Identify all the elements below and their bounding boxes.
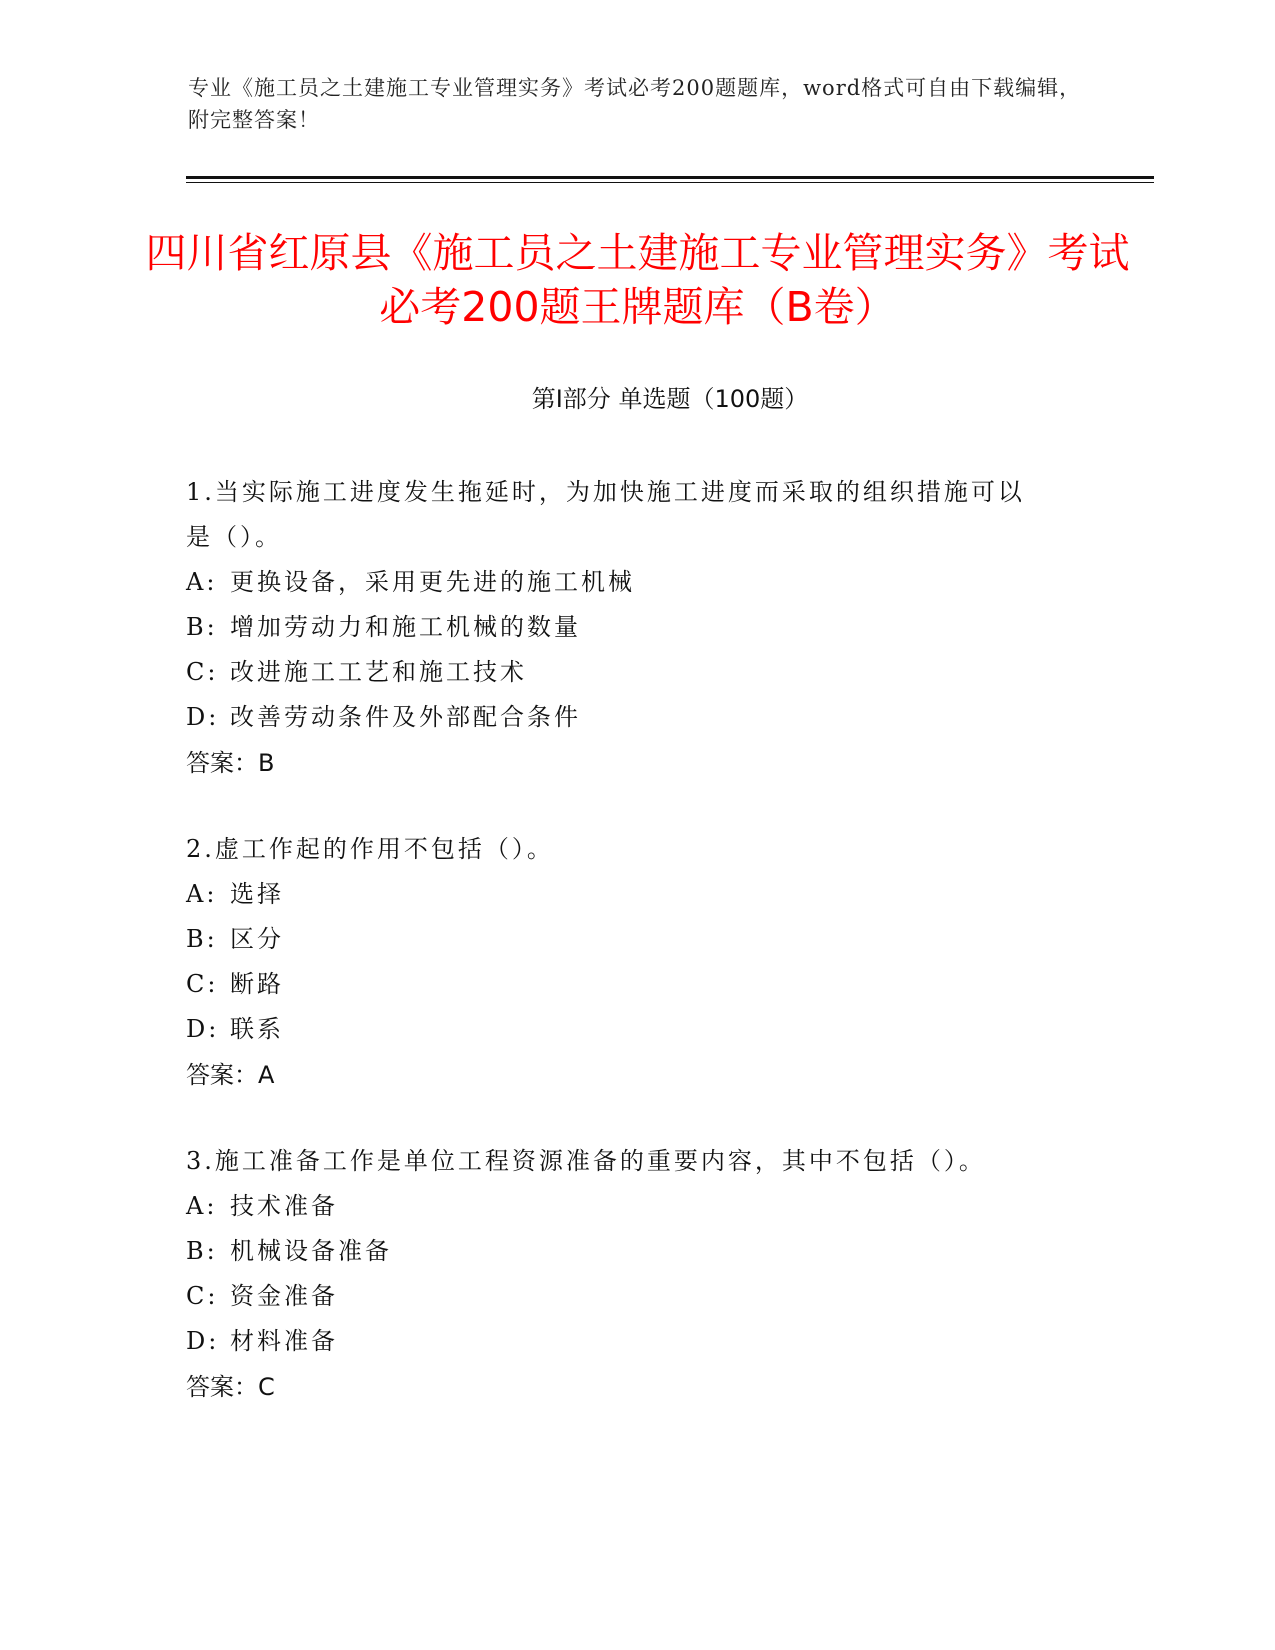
option-text: 材料准备 xyxy=(230,1327,338,1355)
option-text: 机械设备准备 xyxy=(230,1237,392,1265)
section-title: 第I部分 单选题（100题） xyxy=(531,385,809,413)
option-c xyxy=(186,650,1086,695)
option-b xyxy=(186,605,1086,650)
option-text: 改进施工工艺和施工技术 xyxy=(230,658,527,686)
option-c xyxy=(186,962,1086,1007)
option-text: 选择 xyxy=(230,880,284,908)
option-a xyxy=(186,872,1086,917)
option-key: B: xyxy=(186,925,218,953)
option-key: C: xyxy=(186,1282,219,1310)
option-a xyxy=(186,560,1086,605)
question-stem: 2.虚工作起的作用不包括（）。 xyxy=(186,835,554,863)
option-key: A: xyxy=(186,1192,218,1220)
header-rule-thin xyxy=(186,182,1154,183)
option-key: B: xyxy=(186,1237,218,1265)
option-key: C: xyxy=(186,658,219,686)
option-text: 技术准备 xyxy=(230,1192,338,1220)
answer: 答案：A xyxy=(186,1061,275,1089)
option-d xyxy=(186,1319,1086,1364)
question-list xyxy=(186,470,1086,1451)
option-text: 增加劳动力和施工机械的数量 xyxy=(230,613,581,641)
option-text: 资金准备 xyxy=(230,1282,338,1310)
option-key: B: xyxy=(186,613,218,641)
option-d xyxy=(186,695,1086,740)
answer: 答案：B xyxy=(186,749,275,777)
answer: 答案：C xyxy=(186,1373,275,1401)
option-text: 断路 xyxy=(230,970,284,998)
page-header: 专业《施工员之土建施工专业管理实务》考试必考200题题库，word格式可自由下载编辑，附完整答案！ xyxy=(188,76,1082,132)
option-b xyxy=(186,917,1086,962)
option-key: C: xyxy=(186,970,219,998)
question-1 xyxy=(186,470,1086,786)
question-stem: 3.施工准备工作是单位工程资源准备的重要内容，其中不包括（）。 xyxy=(186,1147,986,1175)
option-text: 区分 xyxy=(230,925,284,953)
option-d xyxy=(186,1007,1086,1052)
question-stem: 1.当实际施工进度发生拖延时，为加快施工进度而采取的组织措施可以是（）。 xyxy=(186,478,1025,551)
option-b xyxy=(186,1229,1086,1274)
header-rule-thick xyxy=(186,176,1154,179)
question-3 xyxy=(186,1139,1086,1410)
question-2 xyxy=(186,827,1086,1098)
option-key: A: xyxy=(186,880,218,908)
option-key: D: xyxy=(186,1327,220,1355)
option-a xyxy=(186,1184,1086,1229)
option-key: D: xyxy=(186,1015,220,1043)
option-c xyxy=(186,1274,1086,1319)
option-key: A: xyxy=(186,568,218,596)
option-key: D: xyxy=(186,703,220,731)
option-text: 改善劳动条件及外部配合条件 xyxy=(230,703,581,731)
option-text: 联系 xyxy=(230,1015,284,1043)
option-text: 更换设备，采用更先进的施工机械 xyxy=(230,568,635,596)
document-title: 四川省红原县《施工员之土建施工专业管理实务》考试必考200题王牌题库（B卷） xyxy=(145,229,1130,331)
